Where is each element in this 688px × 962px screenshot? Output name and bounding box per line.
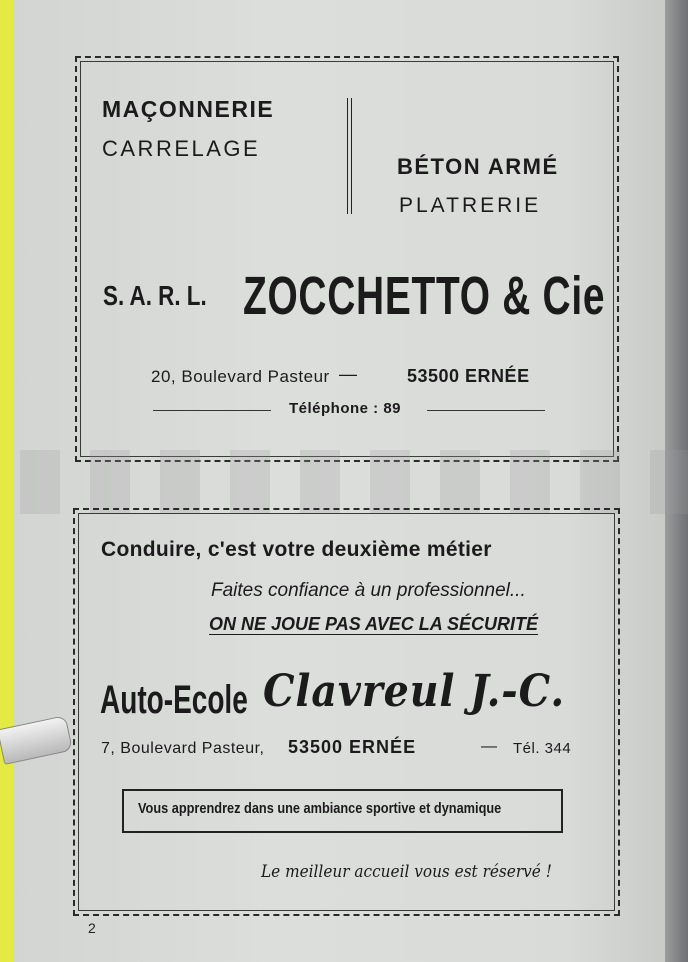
ad-tagline: Faites confiance à un professionnel...	[211, 580, 526, 601]
service-beton-arme: BÉTON ARMÉ	[397, 154, 559, 179]
school-address: 7, Boulevard Pasteur,	[101, 740, 265, 757]
company-address: 20, Boulevard Pasteur	[151, 367, 330, 386]
rule-left	[153, 410, 271, 411]
vertical-divider	[347, 98, 352, 214]
boxed-message-text: Vous apprendrez dans une ambiance sportive et dynamique	[138, 800, 502, 817]
company-telephone: Téléphone : 89	[289, 400, 402, 417]
ad-headline: Conduire, c'est votre deuxième métier	[101, 538, 492, 561]
school-town: 53500 ERNÉE	[288, 737, 417, 757]
address-separator: —	[339, 364, 357, 384]
ad-slogan: ON NE JOUE PAS AVEC LA SÉCURITÉ	[209, 614, 539, 634]
legal-form: S. A. R. L.	[103, 280, 207, 311]
company-town: 53500 ERNÉE	[407, 366, 530, 386]
school-telephone: Tél. 344	[513, 740, 572, 757]
closing-line: Le meilleur accueil vous est réservé !	[261, 862, 552, 882]
service-platrerie: PLATRERIE	[399, 194, 542, 217]
phone-separator: —	[481, 738, 497, 755]
boxed-message	[122, 789, 563, 833]
service-carrelage: CARRELAGE	[102, 136, 261, 161]
ad-auto-ecole	[73, 508, 620, 916]
owner-signature: Clavreul J.-C.	[263, 666, 566, 717]
ad-zocchetto	[75, 56, 619, 462]
service-maconnerie: MAÇONNERIE	[102, 96, 275, 122]
page-number: 2	[88, 920, 96, 936]
company-name: ZOCCHETTO & Cie	[243, 266, 606, 326]
school-label: Auto-Ecole	[100, 678, 248, 722]
rule-right	[427, 410, 545, 411]
watermark-strip	[0, 450, 688, 514]
